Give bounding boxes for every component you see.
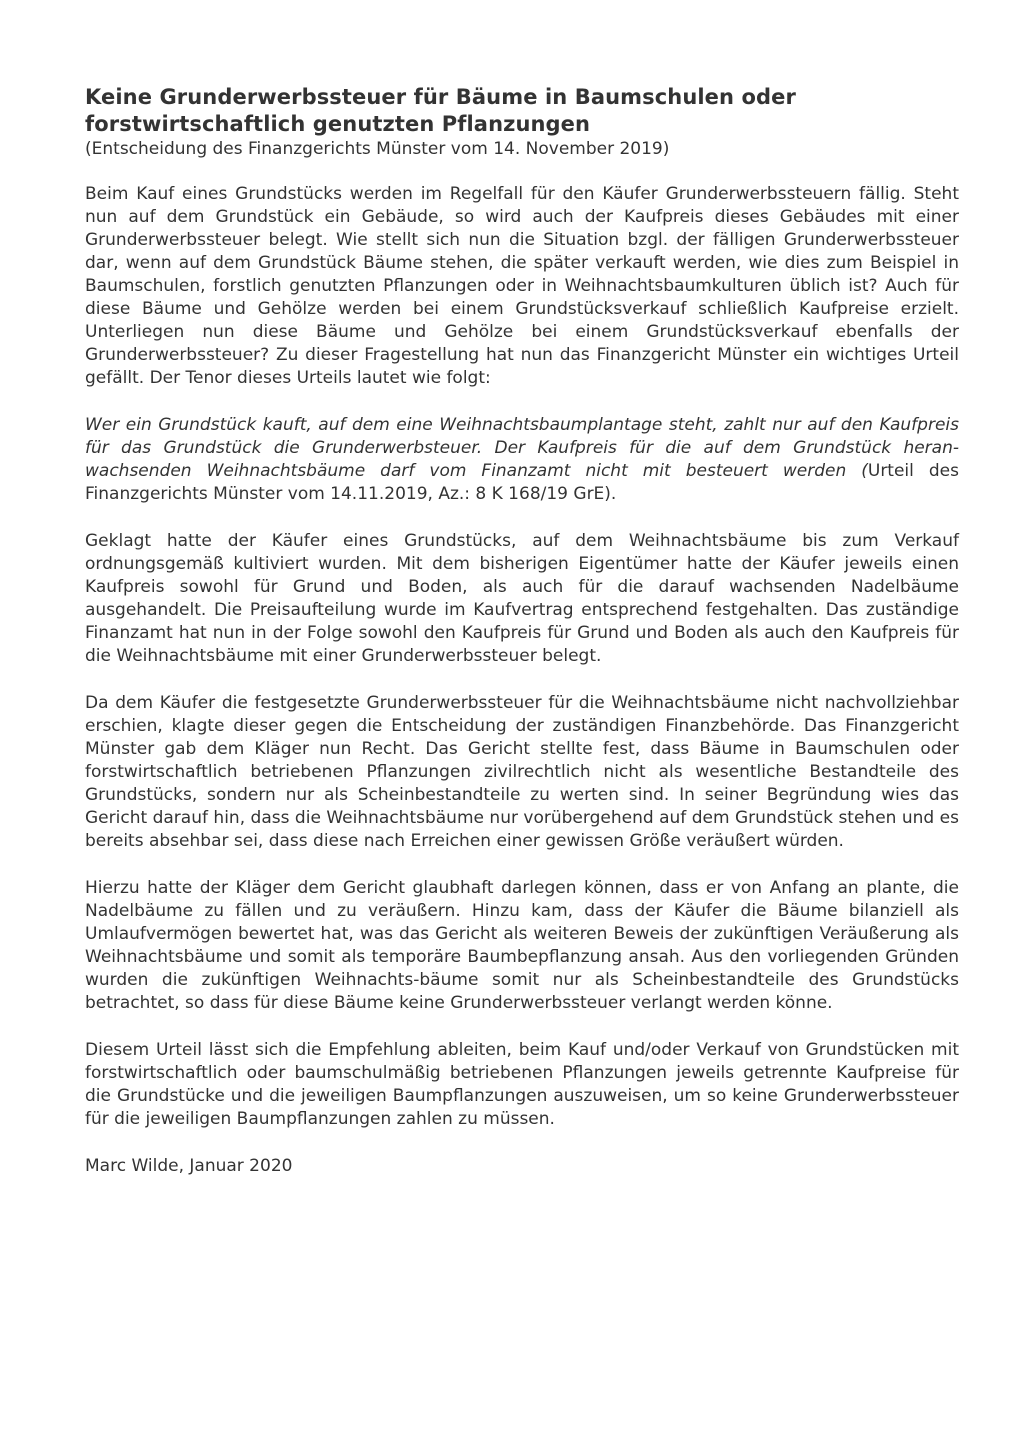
author-signature: Marc Wilde, Januar 2020 [85,1156,293,1176]
paragraph-ruling: Da dem Käufer die festgesetzte Grunderwerbssteuer für die Weihnachtsbäume nicht nachvollziehbar erschien, klagte dieser gegen die Entscheidung der zuständigen Finanzbehörde. Das Finanzgericht Münster gab dem Kläger nun Recht. Das Gericht stellte fest, dass Bäume in Baumschulen oder forstwirtschaftlich betriebenen Pflanzungen zivilrechtlich nicht als wesentliche Bestandteile des Grundstücks, sondern nur als Scheinbestandteile zu werten sind. In seiner Begründung wies das Gericht darauf hin, dass die Weihnachtsbäume nur vorübergehend auf dem Grundstück stehen und es bereits absehbar sei, dass diese nach Erreichen einer gewissen Größe veräußert würden. [85,693,959,851]
document-title: Keine Grunderwerbssteuer für Bäume in Baumschulen oder forstwirtschaftlich genutzten Pflanzungen [85,85,796,136]
paragraph-intro: Beim Kauf eines Grundstücks werden im Regelfall für den Käufer Grunderwerbssteuern fällig. Steht nun auf dem Grundstück ein Gebäude, so wird auch der Kaufpreis dieses Gebäudes mit einer Grunderwerbssteuer belegt. Wie stellt sich nun die Situation bzgl. der fälligen Grunderwerbssteuer dar, wenn auf dem Grundstück Bäume stehen, die später verkauft werden, wie dies zum Beispiel in Baumschulen, forstlich genutzten Pflanzungen oder in Weihnachtsbaumkulturen üblich ist? Auch für diese Bäume und Gehölze werden bei einem Grundstücksverkauf schließlich Kaufpreise erzielt. Unterliegen nun diese Bäume und Gehölze bei einem Grundstücksverkauf ebenfalls der Grunderwerbssteuer? Zu dieser Fragestellung hat nun das Finanzgericht Münster ein wichtiges Urteil gefällt. Der Tenor dieses Urteils lautet wie folgt: [85,184,959,388]
paragraph-reasoning: Hierzu hatte der Kläger dem Gericht glaubhaft darlegen können, dass er von Anfang an plante, die Nadelbäume zu fällen und zu veräußern. Hinzu kam, dass der Käufer die Bäume bilanziell als Umlaufvermögen bewertet hat, was das Gericht als weiteren Beweis der zukünftigen Veräußerung als Weihnachtsbäume und somit als temporäre Baumbepflanzung ansah. Aus den vorliegenden Gründen wurden die zukünftigen Weihnachts-bäume somit nur als Scheinbestandteile des Grundstücks betrachtet, so dass für diese Bäume keine Grunderwerbssteuer verlangt werden könne. [85,878,959,1013]
paragraph-tenor [85,414,959,506]
paragraph-case: Geklagt hatte der Käufer eines Grundstücks, auf dem Weihnachtsbäume bis zum Verkauf ordnungsgemäß kultiviert wurden. Mit dem bisherigen Eigentümer hatte der Käufer jeweils einen Kaufpreis sowohl für Grund und Boden, als auch für die darauf wachsenden Nadelbäume ausgehandelt. Die Preisaufteilung wurde im Kaufvertrag entsprechend festgehalten. Das zuständige Finanzamt hat nun in der Folge sowohl den Kaufpreis für Grund und Boden als auch den Kaufpreis für die Weihnachtsbäume mit einer Grunderwerbssteuer belegt. [85,531,959,666]
tenor-quote: Wer ein Grundstück kauft, auf dem eine Weihnachtsbaumplantage steht, zahlt nur auf den Kaufpreis für das Grundstück die Grunderwerbsteuer. Der Kaufpreis für die auf dem Grundstück heran-wachsenden Weihnachtsbäume darf vom Finanzamt nicht mit besteuert werden ( [85,415,959,481]
document-page [85,84,959,1178]
document-subtitle: (Entscheidung des Finanzgerichts Münster vom 14. November 2019) [85,139,670,159]
tenor-citation: Urteil des Finanzgerichts Münster vom 14.11.2019, Az.: 8 K 168/19 GrE). [85,461,959,504]
paragraph-recommendation: Diesem Urteil lässt sich die Empfehlung ableiten, beim Kauf und/oder Verkauf von Grundstücken mit forstwirtschaftlich oder baumschulmäßig betriebenen Pflanzungen jeweils getrennte Kaufpreise für die Grundstücke und die jeweiligen Baumpflanzungen auszuweisen, um so keine Grunderwerbssteuer für die jeweiligen Baumpflanzungen zahlen zu müssen. [85,1040,959,1129]
